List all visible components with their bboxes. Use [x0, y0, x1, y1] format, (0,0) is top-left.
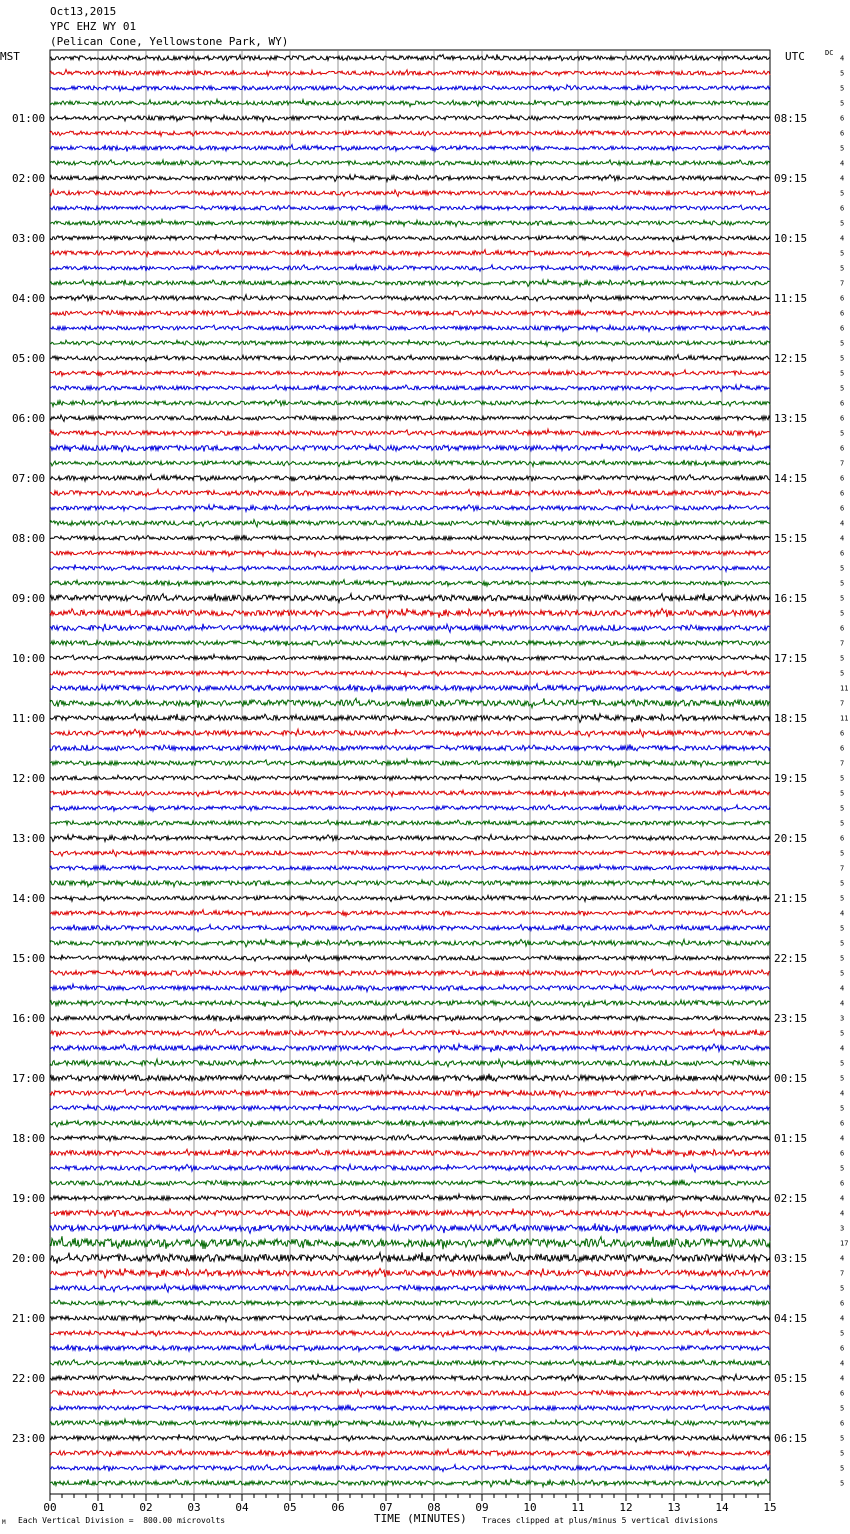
- trace-black: [50, 175, 770, 182]
- trace-blue: [50, 1405, 770, 1411]
- trace-blue: [50, 565, 770, 572]
- dc-offset-value: 5: [840, 1404, 845, 1413]
- dc-offset-value: 6: [840, 834, 845, 843]
- dc-offset-value: 4: [840, 1044, 845, 1053]
- trace-red: [50, 850, 770, 856]
- dc-offset-value: 3: [840, 1014, 845, 1023]
- trace-red: [50, 608, 770, 618]
- dc-offset-value: 6: [840, 414, 845, 423]
- left-hour-label: 13:00: [12, 832, 46, 845]
- left-hour-label: 08:00: [12, 532, 46, 545]
- right-hour-label: 13:15: [774, 412, 808, 425]
- dc-offset-value: 5: [840, 774, 845, 783]
- trace-blue: [50, 1223, 770, 1233]
- trace-red: [50, 550, 770, 556]
- x-tick-label: 05: [283, 1501, 297, 1514]
- scale-mark: M: [2, 1519, 6, 1526]
- trace-blue: [50, 984, 770, 992]
- right-hour-label: 21:15: [774, 892, 808, 905]
- trace-green: [50, 1359, 770, 1366]
- left-hour-label: 23:00: [12, 1432, 46, 1445]
- dc-offset-value: 7: [840, 459, 845, 468]
- trace-black: [50, 535, 770, 541]
- trace-black: [50, 1434, 770, 1442]
- trace-blue: [50, 1284, 770, 1292]
- trace-black: [50, 54, 770, 60]
- dc-offset-value: 5: [840, 669, 845, 678]
- right-hour-label: 03:15: [774, 1252, 808, 1265]
- left-hour-label: 01:00: [12, 112, 46, 125]
- trace-green: [50, 1180, 770, 1186]
- trace-red: [50, 1268, 770, 1278]
- dc-offset-value: 7: [840, 699, 845, 708]
- trace-black: [50, 895, 770, 902]
- dc-offset-value: 5: [840, 924, 845, 933]
- trace-blue: [50, 865, 770, 871]
- left-hour-label: 02:00: [12, 172, 46, 185]
- dc-offset-value: 17: [840, 1239, 849, 1248]
- trace-blue: [50, 1465, 770, 1472]
- trace-black: [50, 474, 770, 481]
- trace-red: [50, 1209, 770, 1218]
- trace-red: [50, 190, 770, 197]
- x-tick-label: 08: [427, 1501, 441, 1514]
- dc-offset-value: 5: [840, 609, 845, 618]
- trace-red: [50, 489, 770, 496]
- dc-offset-value: 5: [840, 849, 845, 858]
- dc-offset-value: 5: [840, 564, 845, 573]
- dc-offset-value: 5: [840, 1449, 845, 1458]
- trace-green: [50, 1299, 770, 1305]
- left-hour-label: 20:00: [12, 1252, 46, 1265]
- trace-blue: [50, 924, 770, 931]
- trace-blue: [50, 1044, 770, 1052]
- trace-red: [50, 1449, 770, 1457]
- dc-offset-value: 5: [840, 579, 845, 588]
- dc-offset-value: 5: [840, 144, 845, 153]
- trace-red: [50, 729, 770, 737]
- dc-offset-value: 4: [840, 1194, 845, 1203]
- trace-black: [50, 775, 770, 782]
- trace-green: [50, 759, 770, 767]
- trace-blue: [50, 684, 770, 692]
- trace-blue: [50, 1164, 770, 1172]
- x-tick-label: 10: [523, 1501, 537, 1514]
- trace-blue: [50, 805, 770, 811]
- trace-red: [50, 910, 770, 917]
- trace-blue: [50, 744, 770, 751]
- dc-offset-value: 5: [840, 264, 845, 273]
- right-hour-label: 15:15: [774, 532, 808, 545]
- trace-green: [50, 340, 770, 347]
- dc-offset-value: 7: [840, 639, 845, 648]
- x-tick-label: 07: [379, 1501, 393, 1514]
- trace-black: [50, 115, 770, 122]
- x-tick-label: 02: [139, 1501, 153, 1514]
- trace-black: [50, 955, 770, 962]
- trace-green: [50, 460, 770, 467]
- trace-green: [50, 1479, 770, 1487]
- left-hour-label: 14:00: [12, 892, 46, 905]
- left-hour-label: 12:00: [12, 772, 46, 785]
- x-tick-label: 11: [571, 1501, 585, 1514]
- trace-blue: [50, 1104, 770, 1111]
- trace-green: [50, 1059, 770, 1067]
- trace-green: [50, 640, 770, 647]
- dc-offset-value: 5: [840, 1029, 845, 1038]
- dc-offset-value: 5: [840, 819, 845, 828]
- dc-offset-value: 5: [840, 249, 845, 258]
- trace-green: [50, 698, 770, 707]
- trace-red: [50, 1330, 770, 1337]
- left-hour-label: 06:00: [12, 412, 46, 425]
- station-location: (Pelican Cone, Yellowstone Park, WY): [50, 35, 289, 48]
- trace-blue: [50, 265, 770, 271]
- dc-offset-value: 4: [840, 234, 845, 243]
- right-hour-label: 10:15: [774, 232, 808, 245]
- right-hour-label: 04:15: [774, 1312, 808, 1325]
- dc-offset-value: 6: [840, 324, 845, 333]
- plot-date: Oct13,2015: [50, 5, 117, 18]
- dc-offset-value: 6: [840, 1179, 845, 1188]
- trace-red: [50, 429, 770, 436]
- dc-offset-value: 5: [840, 354, 845, 363]
- dc-offset-value: 7: [840, 864, 845, 873]
- dc-offset-value: 4: [840, 534, 845, 543]
- dc-offset-value: 5: [840, 339, 845, 348]
- x-tick-label: 00: [43, 1501, 57, 1514]
- right-hour-label: 20:15: [774, 832, 808, 845]
- trace-green: [50, 520, 770, 527]
- dc-offset-value: 6: [840, 1119, 845, 1128]
- dc-offset-value: 6: [840, 1419, 845, 1428]
- left-hour-label: 22:00: [12, 1372, 46, 1385]
- left-hour-label: 05:00: [12, 352, 46, 365]
- trace-red: [50, 310, 770, 316]
- right-hour-label: 12:15: [774, 352, 808, 365]
- trace-red: [50, 1389, 770, 1397]
- left-hour-label: 09:00: [12, 592, 46, 605]
- trace-blue: [50, 385, 770, 392]
- dc-offset-value: 4: [840, 159, 845, 168]
- trace-blue: [50, 624, 770, 633]
- dc-offset-value: 6: [840, 729, 845, 738]
- dc-offset-value: 5: [840, 1059, 845, 1068]
- dc-offset-value: 6: [840, 1299, 845, 1308]
- dc-offset-value: 6: [840, 489, 845, 498]
- trace-black: [50, 835, 770, 842]
- dc-offset-value: 6: [840, 129, 845, 138]
- dc-offset-value: 5: [840, 1479, 845, 1488]
- dc-offset-value: 6: [840, 309, 845, 318]
- dc-offset-value: 4: [840, 999, 845, 1008]
- trace-red: [50, 250, 770, 257]
- trace-green: [50, 820, 770, 826]
- dc-offset-value: 6: [840, 549, 845, 558]
- dc-offset-value: 6: [840, 624, 845, 633]
- trace-black: [50, 415, 770, 421]
- trace-black: [50, 714, 770, 723]
- trace-black: [50, 655, 770, 662]
- trace-red: [50, 1029, 770, 1036]
- right-hour-label: 18:15: [774, 712, 808, 725]
- trace-black: [50, 1014, 770, 1022]
- dc-offset-value: 7: [840, 1269, 845, 1278]
- dc-offset-value: 5: [840, 1284, 845, 1293]
- right-hour-label: 23:15: [774, 1012, 808, 1025]
- left-hour-label: 17:00: [12, 1072, 46, 1085]
- station-id: YPC EHZ WY 01: [50, 20, 137, 33]
- dc-offset-value: 5: [840, 429, 845, 438]
- trace-blue: [50, 205, 770, 211]
- right-hour-label: 02:15: [774, 1192, 808, 1205]
- right-hour-label: 08:15: [774, 112, 808, 125]
- x-axis-label: TIME (MINUTES): [374, 1512, 467, 1525]
- left-hour-label: 16:00: [12, 1012, 46, 1025]
- dc-offset-value: 4: [840, 54, 845, 63]
- right-hour-label: 05:15: [774, 1372, 808, 1385]
- trace-red: [50, 1149, 770, 1157]
- trace-blue: [50, 325, 770, 332]
- dc-offset-value: 6: [840, 294, 845, 303]
- dc-offset-value: 6: [840, 474, 845, 483]
- dc-offset-value: 11: [840, 684, 849, 693]
- dc-offset-value: 5: [840, 1164, 845, 1173]
- trace-green: [50, 580, 770, 587]
- dc-offset-value: 5: [840, 1074, 845, 1083]
- left-hour-label: 07:00: [12, 472, 46, 485]
- dc-offset-value: 4: [840, 1314, 845, 1323]
- trace-green: [50, 220, 770, 227]
- x-tick-label: 04: [235, 1501, 249, 1514]
- right-hour-label: 00:15: [774, 1072, 808, 1085]
- dc-offset-value: 6: [840, 399, 845, 408]
- x-tick-label: 12: [619, 1501, 633, 1514]
- trace-green: [50, 1419, 770, 1427]
- right-hour-label: 17:15: [774, 652, 808, 665]
- right-hour-label: 06:15: [774, 1432, 808, 1445]
- trace-green: [50, 400, 770, 407]
- trace-red: [50, 70, 770, 76]
- right-hour-label: 11:15: [774, 292, 808, 305]
- dc-offset-value: 3: [840, 1224, 845, 1233]
- dc-offset-value: 6: [840, 744, 845, 753]
- left-hour-label: 18:00: [12, 1132, 46, 1145]
- trace-green: [50, 999, 770, 1007]
- right-hour-label: 16:15: [774, 592, 808, 605]
- dc-offset-value: 4: [840, 1089, 845, 1098]
- x-tick-label: 03: [187, 1501, 201, 1514]
- dc-offset-value: 5: [840, 789, 845, 798]
- dc-offset-value: 4: [840, 909, 845, 918]
- trace-black: [50, 355, 770, 362]
- dc-offset-value: 6: [840, 504, 845, 513]
- right-hour-label: 22:15: [774, 952, 808, 965]
- x-tick-label: 09: [475, 1501, 489, 1514]
- left-hour-label: 04:00: [12, 292, 46, 305]
- trace-red: [50, 969, 770, 976]
- dc-offset-value: 5: [840, 1434, 845, 1443]
- trace-black: [50, 1135, 770, 1142]
- right-hour-label: 14:15: [774, 472, 808, 485]
- dc-offset-value: 4: [840, 1374, 845, 1383]
- dc-offset-value: 6: [840, 444, 845, 453]
- right-hour-label: 01:15: [774, 1132, 808, 1145]
- dc-offset-value: 4: [840, 1359, 845, 1368]
- left-timezone-label: MST: [0, 50, 20, 63]
- x-tick-label: 15: [763, 1501, 777, 1514]
- trace-black: [50, 1314, 770, 1322]
- left-hour-label: 15:00: [12, 952, 46, 965]
- trace-black: [50, 1194, 770, 1202]
- trace-blue: [50, 145, 770, 152]
- dc-offset-value: 4: [840, 519, 845, 528]
- dc-offset-value: 5: [840, 84, 845, 93]
- x-tick-label: 01: [91, 1501, 105, 1514]
- x-tick-label: 06: [331, 1501, 345, 1514]
- dc-offset-value: 7: [840, 759, 845, 768]
- dc-offset-value: 5: [840, 894, 845, 903]
- dc-offset-value: 5: [840, 1329, 845, 1338]
- trace-red: [50, 1089, 770, 1097]
- left-hour-label: 19:00: [12, 1192, 46, 1205]
- trace-red: [50, 130, 770, 136]
- trace-black: [50, 593, 770, 602]
- trace-black: [50, 1074, 770, 1082]
- dc-offset-value: 5: [840, 189, 845, 198]
- dc-offset-value: 6: [840, 114, 845, 123]
- dc-offset-value: 7: [840, 279, 845, 288]
- right-timezone-label: UTC: [785, 50, 805, 63]
- dc-offset-value: 5: [840, 969, 845, 978]
- dc-offset-value: 5: [840, 219, 845, 228]
- trace-green: [50, 280, 770, 287]
- trace-red: [50, 370, 770, 376]
- trace-green: [50, 160, 770, 166]
- dc-offset-value: 5: [840, 939, 845, 948]
- vertical-scale-note: Each Vertical Division = 800.00 microvolts: [18, 1516, 226, 1525]
- dc-offset-value: 4: [840, 1134, 845, 1143]
- dc-offset-value: 5: [840, 384, 845, 393]
- x-tick-label: 13: [667, 1501, 681, 1514]
- dc-offset-header: DC: [825, 49, 834, 57]
- dc-offset-value: 5: [840, 954, 845, 963]
- dc-offset-value: 5: [840, 594, 845, 603]
- dc-offset-value: 6: [840, 204, 845, 213]
- trace-blue: [50, 85, 770, 91]
- trace-green: [50, 1236, 770, 1249]
- trace-black: [50, 295, 770, 302]
- dc-offset-value: 5: [840, 804, 845, 813]
- dc-offset-value: 5: [840, 1104, 845, 1113]
- clip-note: Traces clipped at plus/minus 5 vertical divisions: [482, 1516, 719, 1525]
- dc-offset-value: 5: [840, 654, 845, 663]
- trace-red: [50, 670, 770, 677]
- dc-offset-value: 5: [840, 369, 845, 378]
- right-hour-label: 19:15: [774, 772, 808, 785]
- dc-offset-value: 11: [840, 714, 849, 723]
- dc-offset-value: 4: [840, 984, 845, 993]
- dc-offset-value: 4: [840, 1209, 845, 1218]
- x-tick-label: 14: [715, 1501, 729, 1514]
- trace-black: [50, 1252, 770, 1263]
- dc-offset-value: 6: [840, 1149, 845, 1158]
- trace-blue: [50, 444, 770, 453]
- dc-offset-value: 5: [840, 879, 845, 888]
- trace-green: [50, 939, 770, 947]
- trace-red: [50, 790, 770, 797]
- trace-black: [50, 235, 770, 242]
- dc-offset-value: 5: [840, 1464, 845, 1473]
- left-hour-label: 11:00: [12, 712, 46, 725]
- trace-green: [50, 879, 770, 887]
- trace-black: [50, 1374, 770, 1382]
- dc-offset-value: 5: [840, 99, 845, 108]
- dc-offset-value: 6: [840, 1389, 845, 1398]
- dc-offset-value: 4: [840, 174, 845, 183]
- trace-blue: [50, 505, 770, 512]
- dc-offset-value: 5: [840, 69, 845, 78]
- left-hour-label: 10:00: [12, 652, 46, 665]
- trace-blue: [50, 1344, 770, 1352]
- dc-offset-value: 4: [840, 1254, 845, 1263]
- trace-green: [50, 1119, 770, 1127]
- right-hour-label: 09:15: [774, 172, 808, 185]
- dc-offset-value: 6: [840, 1344, 845, 1353]
- left-hour-label: 21:00: [12, 1312, 46, 1325]
- trace-green: [50, 99, 770, 106]
- left-hour-label: 03:00: [12, 232, 46, 245]
